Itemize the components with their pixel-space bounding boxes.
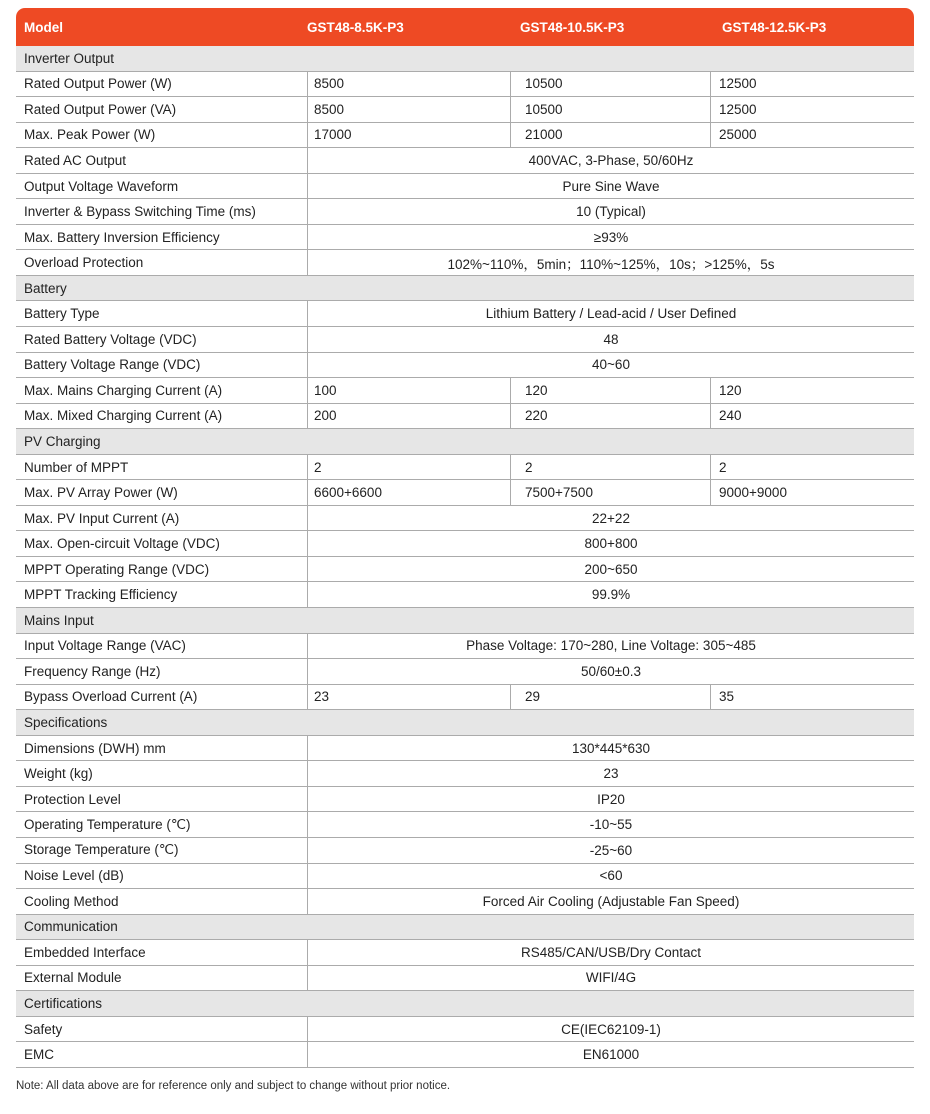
- row-label: External Module: [24, 970, 122, 986]
- cell-all-models: IP20: [307, 787, 914, 812]
- table-row: [16, 455, 914, 481]
- table-row: [16, 812, 914, 838]
- row-label: MPPT Tracking Efficiency: [24, 587, 178, 603]
- cell-all-models: Lithium Battery / Lead-acid / User Defined: [307, 301, 914, 326]
- row-label: Bypass Overload Current (A): [24, 689, 198, 705]
- cell-model-3: 12500: [710, 72, 914, 97]
- cell-model-2: 220: [510, 404, 710, 429]
- cell-all-models: <60: [307, 864, 914, 889]
- cell-model-2: 10500: [510, 97, 710, 122]
- row-label: Cooling Method: [24, 893, 119, 909]
- table-row: [16, 327, 914, 353]
- row-label: Number of MPPT: [24, 459, 129, 475]
- table-row: [16, 250, 914, 276]
- row-label: Max. Battery Inversion Efficiency: [24, 229, 220, 245]
- table-row: [16, 1042, 914, 1068]
- table-row: [16, 97, 914, 123]
- table-row: [16, 659, 914, 685]
- cell-all-models: 10 (Typical): [307, 199, 914, 224]
- section-title: Specifications: [24, 714, 108, 730]
- section-title: Inverter Output: [24, 50, 115, 66]
- row-label: Max. PV Input Current (A): [24, 510, 180, 526]
- table-header: [16, 8, 914, 46]
- cell-model-3: 35: [710, 685, 914, 710]
- cell-all-models: -10~55: [307, 812, 914, 837]
- table-row: [16, 531, 914, 557]
- cell-model-2: 29: [510, 685, 710, 710]
- section-header: [16, 710, 914, 736]
- row-label: Operating Temperature (℃): [24, 816, 191, 832]
- cell-all-models: EN61000: [307, 1042, 914, 1067]
- row-label: Rated AC Output: [24, 152, 127, 168]
- table-row: [16, 1017, 914, 1043]
- cell-all-models: 800+800: [307, 531, 914, 556]
- cell-model-1: 6600+6600: [307, 480, 510, 505]
- table-row: [16, 480, 914, 506]
- cell-all-models: 130*445*630: [307, 736, 914, 761]
- header-model-1: GST48-8.5K-P3: [307, 19, 404, 35]
- table-row: [16, 685, 914, 711]
- table-row: [16, 736, 914, 762]
- cell-all-models: ≥93%: [307, 225, 914, 250]
- cell-all-models: 50/60±0.3: [307, 659, 914, 684]
- table-row: [16, 634, 914, 660]
- table-row: [16, 378, 914, 404]
- row-label: Frequency Range (Hz): [24, 663, 161, 679]
- cell-all-models: WIFI/4G: [307, 966, 914, 991]
- cell-model-3: 12500: [710, 97, 914, 122]
- table-row: [16, 404, 914, 430]
- cell-all-models: -25~60: [307, 838, 914, 863]
- cell-model-1: 200: [307, 404, 510, 429]
- cell-all-models: Phase Voltage: 170~280, Line Voltage: 305~485: [307, 634, 914, 659]
- cell-all-models: 99.9%: [307, 582, 914, 607]
- table-row: [16, 787, 914, 813]
- table-row: [16, 148, 914, 174]
- cell-model-1: 100: [307, 378, 510, 403]
- table-row: [16, 582, 914, 608]
- cell-all-models: 200~650: [307, 557, 914, 582]
- cell-all-models: CE(IEC62109-1): [307, 1017, 914, 1042]
- cell-model-3: 240: [710, 404, 914, 429]
- cell-model-2: 120: [510, 378, 710, 403]
- cell-model-2: 2: [510, 455, 710, 480]
- cell-model-2: 10500: [510, 72, 710, 97]
- row-label: Rated Output Power (VA): [24, 101, 177, 117]
- table-row: [16, 940, 914, 966]
- section-header: [16, 46, 914, 72]
- section-title: Communication: [24, 919, 118, 935]
- table-row: [16, 889, 914, 915]
- cell-model-1: 17000: [307, 123, 510, 148]
- row-label: Rated Output Power (W): [24, 76, 172, 92]
- header-model-label: Model: [24, 19, 63, 35]
- header-model-2: GST48-10.5K-P3: [520, 19, 625, 35]
- row-label: EMC: [24, 1047, 54, 1063]
- cell-model-1: 8500: [307, 97, 510, 122]
- header-model-3: GST48-12.5K-P3: [722, 19, 827, 35]
- table-row: [16, 506, 914, 532]
- row-label: Rated Battery Voltage (VDC): [24, 331, 197, 347]
- cell-model-2: 7500+7500: [510, 480, 710, 505]
- cell-all-models: RS485/CAN/USB/Dry Contact: [307, 940, 914, 965]
- row-label: Input Voltage Range (VAC): [24, 638, 186, 654]
- cell-model-3: 120: [710, 378, 914, 403]
- cell-model-2: 21000: [510, 123, 710, 148]
- cell-all-models: 40~60: [307, 353, 914, 378]
- section-header: [16, 276, 914, 302]
- table-row: [16, 761, 914, 787]
- footnote: Note: All data above are for reference only and subject to change without prior notice.: [16, 1080, 451, 1092]
- row-label: Overload Protection: [24, 255, 144, 271]
- cell-model-1: 2: [307, 455, 510, 480]
- table-row: [16, 557, 914, 583]
- table-row: [16, 864, 914, 890]
- section-title: Mains Input: [24, 612, 94, 628]
- row-label: Max. Peak Power (W): [24, 127, 156, 143]
- cell-model-1: 8500: [307, 72, 510, 97]
- row-label: Battery Type: [24, 306, 100, 322]
- table-body: [16, 46, 914, 1068]
- row-label: Embedded Interface: [24, 944, 146, 960]
- spec-table: [16, 8, 914, 1068]
- cell-all-models: Forced Air Cooling (Adjustable Fan Speed): [307, 889, 914, 914]
- row-label: Weight (kg): [24, 766, 93, 782]
- cell-all-models: 23: [307, 761, 914, 786]
- section-header: [16, 991, 914, 1017]
- table-row: [16, 353, 914, 379]
- row-label: Safety: [24, 1021, 63, 1037]
- row-label: Max. PV Array Power (W): [24, 485, 178, 501]
- cell-model-3: 9000+9000: [710, 480, 914, 505]
- row-label: Storage Temperature (℃): [24, 842, 179, 858]
- row-label: Inverter & Bypass Switching Time (ms): [24, 204, 256, 220]
- table-row: [16, 199, 914, 225]
- cell-model-3: 2: [710, 455, 914, 480]
- row-label: Protection Level: [24, 791, 121, 807]
- table-row: [16, 123, 914, 149]
- cell-all-models: 22+22: [307, 506, 914, 531]
- cell-all-models: 102%~110%，5min；110%~125%，10s；>125%，5s: [307, 250, 914, 275]
- section-title: Battery: [24, 280, 67, 296]
- section-title: PV Charging: [24, 433, 101, 449]
- row-label: Max. Open-circuit Voltage (VDC): [24, 536, 220, 552]
- table-row: [16, 72, 914, 98]
- section-header: [16, 915, 914, 941]
- section-header: [16, 429, 914, 455]
- cell-all-models: Pure Sine Wave: [307, 174, 914, 199]
- row-label: MPPT Operating Range (VDC): [24, 561, 210, 577]
- row-label: Output Voltage Waveform: [24, 178, 179, 194]
- row-label: Max. Mains Charging Current (A): [24, 382, 223, 398]
- table-row: [16, 301, 914, 327]
- row-label: Max. Mixed Charging Current (A): [24, 408, 223, 424]
- table-row: [16, 225, 914, 251]
- table-row: [16, 174, 914, 200]
- table-row: [16, 966, 914, 992]
- row-label: Dimensions (DWH) mm: [24, 740, 166, 756]
- cell-model-1: 23: [307, 685, 510, 710]
- cell-all-models: 48: [307, 327, 914, 352]
- cell-model-3: 25000: [710, 123, 914, 148]
- section-header: [16, 608, 914, 634]
- row-label: Battery Voltage Range (VDC): [24, 357, 201, 373]
- row-label: Noise Level (dB): [24, 868, 124, 884]
- table-row: [16, 838, 914, 864]
- cell-all-models: 400VAC, 3-Phase, 50/60Hz: [307, 148, 914, 173]
- section-title: Certifications: [24, 996, 103, 1011]
